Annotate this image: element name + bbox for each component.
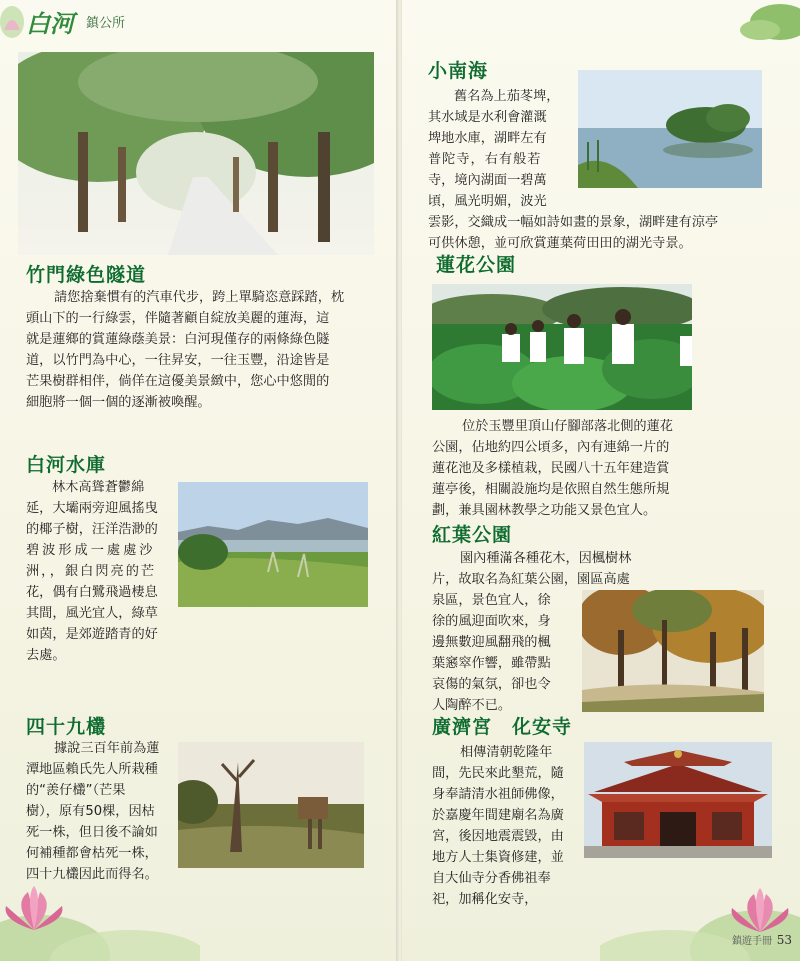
header-subtitle: 鎮公所 [86,16,126,31]
section-heading-temple: 廣濟宮 化安寺 [432,716,573,738]
text-line: 的“羨仔欉”（芒果 [26,783,126,798]
xiaonanhai-photo [578,70,762,188]
text-line: 頃，風光明媚，波光 [428,194,547,209]
header-title: 白河 [26,9,74,38]
text-line: 埤地水庫，湖畔左有 [428,131,547,146]
section-heading-red-leaf-park: 紅葉公園 [432,524,513,546]
text-line: 據說三百年前為蓮 [54,741,160,756]
temple-photo [584,742,772,858]
text-line: 頭山下的一行綠雲，伴隨著顧自綻放美麗的蓮海，這 [26,311,330,326]
text-line: 哀傷的氣氛，卻也令 [432,677,551,692]
text-line: 舊名為上茄苳埤， [454,89,560,104]
text-line: 蓮花池及多樣植栽，民國八十五年建造賞 [432,461,670,476]
text-line: 蓮亭後，相關設施均是依照自然生態所規 [432,482,670,497]
lotus-leaf-corner-icon [740,0,800,40]
text-line: 潭地區賴氏先人所栽種 [26,762,158,777]
text-line: 片，故取名為紅葉公園，園區高處 [432,572,630,587]
section-heading-49-trees: 四十九欉 [26,716,107,738]
text-line: 林木高聳蒼鬱綿 [52,480,145,495]
text-line: 園內種滿各種花木，因楓樹林 [460,551,632,566]
left-page [0,0,398,961]
text-line: 花，偶有白鷺飛過棲息 [26,585,158,600]
text-line: 如茵，是郊遊踏青的好 [26,627,158,642]
text-line: 普陀寺，右有般若 [428,152,542,167]
text-line: 地方人士集資修建，並 [432,850,564,865]
text-line: 公園，佔地約四公頃多，內有連綿一片的 [432,440,670,455]
text-line: 何補種都會枯死一株， [26,846,158,861]
section-heading-reservoir: 白河水庫 [26,454,107,476]
49-trees-photo [178,742,364,868]
text-line: 泉區，景色宜人，徐 [432,593,551,608]
text-line: 芒果樹群相伴，倘佯在這優美景緻中，您心中悠閒的 [26,374,330,389]
green-tunnel-photo [18,52,374,255]
lotus-flower-icon [0,860,200,961]
text-line: 細胞將一個一個的逐漸被喚醒。 [26,395,211,410]
text-line: 碧波形成一處處沙 [26,543,156,558]
text-line: 請您捨棄慣有的汽車代步，跨上單騎恣意踩踏，枕 [54,290,345,305]
lotus-park-photo [432,284,692,410]
page-number: 53 [776,933,792,947]
booklet-label: 鎮遊手冊 [732,936,772,947]
text-line: 身奉請清水祖師佛像， [432,787,564,802]
text-line: 就是蓮鄉的賞蓮綠蔭美景：白河現僅存的兩條綠色隧 [26,332,330,347]
text-line: 其水域是水利會灌溉 [428,110,547,125]
text-line: 葉窸窣作響，雖帶點 [432,656,551,671]
text-line: 祀，加稱化安寺， [432,892,538,907]
text-line: 可供休憩，並可欣賞蓮葉荷田田的湖光寺景。 [428,236,692,251]
text-line: 寺，境內湖面一碧萬 [428,173,547,188]
text-line: 於嘉慶年間建廟名為廣 [432,808,564,823]
text-line: 雲影，交織成一幅如詩如畫的景象，湖畔建有涼亭 [428,215,719,230]
text-line: 道，以竹門為中心，一往昇安，一往玉豐，沿途皆是 [26,353,330,368]
text-line: 宮，後因地震震毀，由 [432,829,564,844]
section-heading-green-tunnel: 竹門綠色隧道 [26,264,147,286]
text-line: 的椰子樹，汪洋浩渺的 [26,522,158,537]
red-leaf-park-photo [582,590,764,712]
right-page [402,0,800,961]
text-line: 自大仙寺分香佛祖奉 [432,871,551,886]
section-heading-lotus-park: 蓮花公園 [436,254,517,276]
text-line: 樹），原有50棵，因枯 [26,804,155,819]
text-line: 四十九欉因此而得名。 [26,867,158,882]
text-line: 洲，，銀白閃亮的芒 [26,564,157,579]
text-line: 去處。 [26,648,66,663]
text-line: 延，大壩兩旁迎風搖曳 [26,501,158,516]
text-line: 間，先民來此墾荒，隨 [432,766,564,781]
text-line: 邊無數迎風翻飛的楓 [432,635,551,650]
reservoir-photo [178,482,368,607]
text-line: 人陶醉不已。 [432,698,512,713]
text-line: 徐的風迎面吹來，身 [432,614,551,629]
text-line: 死一株，但日後不論如 [26,825,158,840]
text-line: 其間，風光宜人，綠草 [26,606,158,621]
text-line: 相傳清朝乾隆年 [460,745,553,760]
section-heading-xiaonanhai: 小南海 [428,60,489,82]
text-line: 位於玉豐里頂山仔腳部落北側的蓮花 [462,419,673,434]
text-line: 劃，兼具園林教學之功能又景色宜人。 [432,503,657,518]
